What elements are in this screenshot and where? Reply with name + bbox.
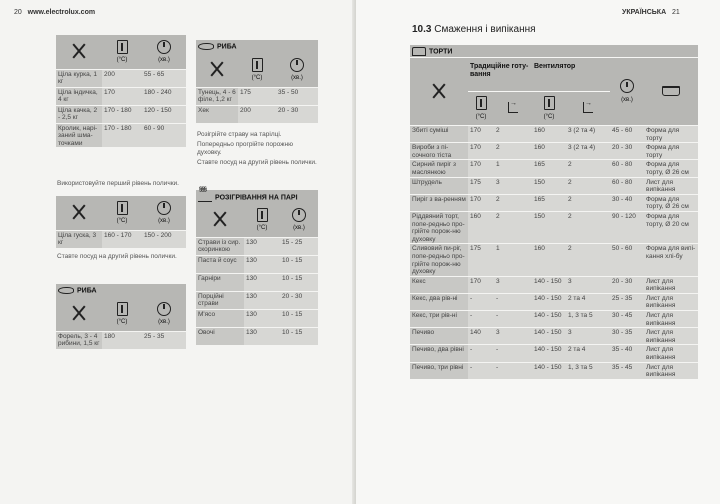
cell-dish: Ціла гуска, 3 кг (56, 230, 102, 248)
cell-time: 45 - 60 (610, 126, 644, 143)
cell-t1: 140 (468, 328, 494, 345)
poultry-table: (°C) (хв.) Ціла курка, 1 кг 200 55 - 65 Ціла індичка, 4 кг 170 180 - 240 Ціла качка, 2 - 2,5 кг 170 - 180 120 - 150 Кролик, нарі-заний шма-точками 170 - 180 60 - 90 (56, 35, 186, 147)
table-row (56, 105, 186, 123)
fish-table-title: РИБА (77, 287, 97, 295)
cell-dish_type: Форма для торту (644, 126, 698, 143)
cell-dish: Тунець, 4 - 6 філе, 1,2 кг (196, 87, 238, 105)
cell-t1: 160 (468, 211, 494, 243)
fish-table-2: РИБА (°C) (хв.) Тунець, 4 - 6 філе, 1,2 кг 175 35 - 50 Хек 200 20 - 30 (196, 40, 318, 123)
clock-icon (620, 79, 634, 93)
cell-time: 20 - 30 (276, 105, 318, 123)
cell-time: 60 - 90 (142, 123, 186, 147)
cell-temp: 170 (102, 87, 142, 105)
cell-t2: 160 (532, 143, 566, 160)
cell-time: 90 - 120 (610, 211, 644, 243)
cell-t1: 170 (468, 276, 494, 293)
table-row (196, 105, 318, 123)
cell-t1: 170 (468, 143, 494, 160)
section-number: 10.3 (412, 24, 432, 35)
thermometer-icon (257, 208, 268, 222)
cell-dish: Страви із сир. скоринкою (196, 237, 244, 255)
cell-time: 10 - 15 (280, 309, 318, 327)
cell-dish: Вироби з пі-сочного тіста (410, 143, 468, 160)
cell-dish: Печиво, три рівні (410, 362, 468, 379)
table-row (56, 331, 186, 349)
table-row (410, 160, 698, 177)
page-number: 20 (14, 9, 22, 16)
cell-l1: 2 (494, 126, 532, 143)
cell-time: 30 - 35 (610, 328, 644, 345)
cakes-table: ТОРТИ Традиційне готу-вання Вентилятор (хв.) (°C) → (°C) → Збиті суміші 170 2 160 3 (2 та 4) 45 - 60 Форма для торту Вироби з пі-сочного тіста 170 2 160 3 (2 та 4) 20 - 30 Форма для торту Сирний пиріг з маслянкою 170 1 165 2 60 - 80 Форма для торту, Ø 26 см Штрудель 175 3 150 2 60 - 80 Лист для випікання Пиріг з ва-ренням 170 2 165 2 30 - 40 Форма для торту, Ø 26 см Ріддвяний торт, попе-редньо про-грійте порож-ню духовку 160 2 150 2 90 - 120 Форма для торту, Ø 20 см Сливовий пи-ріг, попе-редньо про-грійте порож-ню духовку 175 1 160 2 50 - 60 Форма для випі-кання хлі-бу Кекс 170 3 140 - 150 3 20 - 30 Лист для випікання Кекс, два рів-ні - - 140 - 150 2 та 4 25 - 35 Лист для випікання Кекс, три рів-ні - - 140 - 150 1, 3 та 5 30 - 45 Лист для випікання Печиво 140 3 140 - 150 3 30 - 35 Лист для випікання Печиво, два рівні - - 140 - 150 2 та 4 35 - 40 Лист для випікання Печиво, три рівні - - 140 - 150 1, 3 та 5 35 - 45 Лист для випікання (410, 44, 698, 379)
fork-knife-icon (71, 42, 87, 60)
cell-t2: 140 - 150 (532, 362, 566, 379)
fish-note: Ставте посуд на другий рівень полички. (197, 159, 317, 166)
table-row (410, 244, 698, 276)
cell-dish: Пиріг з ва-ренням (410, 194, 468, 211)
thermometer-icon (117, 201, 128, 215)
cell-time: 35 - 45 (610, 362, 644, 379)
cell-temp: 180 (102, 331, 142, 349)
cell-dish: Хек (196, 105, 238, 123)
cell-dish: Кекс, три рів-ні (410, 311, 468, 328)
cell-l2: 3 (2 та 4) (566, 126, 610, 143)
cell-dish_type: Форма для торту, Ø 26 см (644, 194, 698, 211)
fork-knife-icon (209, 60, 225, 78)
cell-t1: - (468, 311, 494, 328)
cell-dish_type: Лист для випікання (644, 362, 698, 379)
cell-time: 180 - 240 (142, 87, 186, 105)
thermometer-icon (252, 58, 263, 72)
cell-t2: 160 (532, 244, 566, 276)
table-row (410, 194, 698, 211)
left-page (0, 0, 356, 504)
table-row (56, 69, 186, 87)
fork-knife-icon (212, 210, 228, 228)
steam-table-title: РОЗІГРІВАННЯ НА ПАРІ (215, 193, 298, 201)
cell-temp: 175 (238, 87, 276, 105)
cell-dish_type: Лист для випікання (644, 328, 698, 345)
fork-knife-icon (431, 82, 447, 100)
cell-t2: 150 (532, 211, 566, 243)
cell-t2: 140 - 150 (532, 311, 566, 328)
fan-cooking-header: Вентилятор (532, 58, 610, 92)
cell-temp: 160 - 170 (102, 230, 142, 248)
cell-t1: 175 (468, 244, 494, 276)
clock-icon (290, 58, 304, 72)
cell-dish: Сливовий пи-ріг, попе-редньо про-грійте порож-ню духовку (410, 244, 468, 276)
clock-icon (292, 208, 306, 222)
table-row (196, 237, 318, 255)
cell-temp: 130 (244, 255, 280, 273)
site-url: www.electrolux.com (27, 9, 96, 16)
cell-l1: - (494, 362, 532, 379)
cell-dish: Печиво, два рівні (410, 345, 468, 362)
cell-time: 25 - 35 (142, 331, 186, 349)
table-row (196, 255, 318, 273)
cell-l1: 3 (494, 276, 532, 293)
cell-t2: 165 (532, 160, 566, 177)
fish-note: Розігрійте страву на тарілці. (197, 131, 282, 138)
cell-l1: 1 (494, 244, 532, 276)
cell-dish_type: Лист для випікання (644, 293, 698, 310)
cell-dish_type: Лист для випікання (644, 276, 698, 293)
thermometer-icon (476, 96, 487, 110)
fish-icon (58, 287, 74, 294)
cell-l2: 2 (566, 244, 610, 276)
cell-dish: Ріддвяний торт, попе-редньо про-грійте порож-ню духовку (410, 211, 468, 243)
cell-l1: 3 (494, 328, 532, 345)
cell-time: 35 - 50 (276, 87, 318, 105)
shelf-level-icon (508, 102, 518, 113)
cell-t2: 160 (532, 126, 566, 143)
fish-icon (198, 43, 214, 50)
thermometer-icon (544, 96, 555, 110)
cell-t2: 165 (532, 194, 566, 211)
cell-dish: Збиті суміші (410, 126, 468, 143)
cell-dish: Штрудель (410, 177, 468, 194)
cell-time: 60 - 80 (610, 160, 644, 177)
cell-l1: 1 (494, 160, 532, 177)
left-page-header (14, 9, 95, 16)
table-row (196, 309, 318, 327)
table-row (196, 327, 318, 345)
cell-l2: 3 (566, 276, 610, 293)
table-row (410, 126, 698, 143)
clock-icon (157, 40, 171, 54)
clock-icon (157, 201, 171, 215)
cell-dish: Форель, 3 - 4 рибини, 1,5 кг (56, 331, 102, 349)
cookware-icon (662, 86, 680, 96)
cell-dish_type: Форма для торту, Ø 26 см (644, 160, 698, 177)
cell-t1: - (468, 362, 494, 379)
cell-l2: 1, 3 та 5 (566, 311, 610, 328)
cell-l2: 3 (566, 328, 610, 345)
poultry-note: Використовуйте перший рівень полички. (57, 180, 179, 187)
cell-time: 25 - 35 (610, 293, 644, 310)
fish-notes (197, 131, 317, 169)
cell-l2: 2 (566, 211, 610, 243)
cell-time: 10 - 15 (280, 273, 318, 291)
cell-t1: - (468, 293, 494, 310)
cell-t1: - (468, 345, 494, 362)
cell-dish: Кролик, нарі-заний шма-точками (56, 123, 102, 147)
cell-temp: 200 (102, 69, 142, 87)
cell-l1: 3 (494, 177, 532, 194)
cell-dish: Печиво (410, 328, 468, 345)
cell-l2: 3 (2 та 4) (566, 143, 610, 160)
table-row (196, 273, 318, 291)
cell-dish: Порційні страви (196, 291, 244, 309)
cell-dish: Ціла качка, 2 - 2,5 кг (56, 105, 102, 123)
cell-dish: Овочі (196, 327, 244, 345)
table-row (196, 291, 318, 309)
section-title (412, 24, 536, 35)
cell-dish: Сирний пиріг з маслянкою (410, 160, 468, 177)
cell-temp: 200 (238, 105, 276, 123)
cell-t1: 175 (468, 177, 494, 194)
cell-t1: 170 (468, 126, 494, 143)
cell-dish_type: Форма для торту, Ø 20 см (644, 211, 698, 243)
cell-t2: 140 - 150 (532, 293, 566, 310)
thermometer-icon (117, 302, 128, 316)
cell-dish: М'ясо (196, 309, 244, 327)
cell-l2: 1, 3 та 5 (566, 362, 610, 379)
fish-table-1: РИБА (°C) (хв.) Форель, 3 - 4 рибини, 1,5 кг 180 25 - 35 (56, 284, 186, 349)
table-row (410, 143, 698, 160)
cell-t2: 140 - 150 (532, 345, 566, 362)
table-row (196, 87, 318, 105)
cake-icon (412, 47, 426, 56)
cell-l1: - (494, 293, 532, 310)
cell-time: 30 - 40 (610, 194, 644, 211)
table-row (410, 328, 698, 345)
cell-time: 35 - 40 (610, 345, 644, 362)
steam-icon (198, 193, 212, 202)
cell-time: 20 - 30 (280, 291, 318, 309)
table-row (410, 276, 698, 293)
cell-l1: 2 (494, 194, 532, 211)
cell-dish: Гарніри (196, 273, 244, 291)
cell-dish_type: Форма для випі-кання хлі-бу (644, 244, 698, 276)
cell-l2: 2 та 4 (566, 293, 610, 310)
fork-knife-icon (71, 203, 87, 221)
cell-temp: 130 (244, 327, 280, 345)
table-row (410, 362, 698, 379)
cell-l1: 2 (494, 143, 532, 160)
cell-time: 55 - 65 (142, 69, 186, 87)
cell-temp: 130 (244, 273, 280, 291)
cell-l1: 2 (494, 211, 532, 243)
cell-time: 150 - 200 (142, 230, 186, 248)
cell-time: 50 - 60 (610, 244, 644, 276)
table-row (410, 345, 698, 362)
cell-dish_type: Лист для випікання (644, 177, 698, 194)
table-row (56, 87, 186, 105)
cell-temp: 170 - 180 (102, 123, 142, 147)
cell-dish_type: Форма для торту (644, 143, 698, 160)
cakes-table-title: ТОРТИ (429, 48, 453, 56)
fish-note: Попередньо прогрійте порожню духовку. (197, 141, 293, 156)
cell-dish: Ціла курка, 1 кг (56, 69, 102, 87)
cell-time: 60 - 80 (610, 177, 644, 194)
cell-time: 20 - 30 (610, 143, 644, 160)
cell-time: 10 - 15 (280, 327, 318, 345)
table-row (56, 123, 186, 147)
cell-t2: 140 - 150 (532, 328, 566, 345)
cell-time: 10 - 15 (280, 255, 318, 273)
page-number: 21 (671, 9, 680, 16)
cell-dish_type: Лист для випікання (644, 345, 698, 362)
cell-temp: 130 (244, 237, 280, 255)
cell-time: 20 - 30 (610, 276, 644, 293)
cell-l1: - (494, 345, 532, 362)
cell-temp: 170 - 180 (102, 105, 142, 123)
cell-l2: 2 (566, 177, 610, 194)
cell-time: 120 - 150 (142, 105, 186, 123)
cell-t1: 170 (468, 194, 494, 211)
fork-knife-icon (71, 304, 87, 322)
table-row (410, 293, 698, 310)
cell-temp: 130 (244, 291, 280, 309)
steam-table: §§§РОЗІГРІВАННЯ НА ПАРІ (°C) (хв.) Страви із сир. скоринкою 130 15 - 25 Паста й соус 130 10 - 15 Гарніри 130 10 - 15 Порційні страви 130 20 - 30 М'ясо 130 10 - 15 Овочі 130 10 - 15 (196, 190, 318, 345)
table-row (410, 177, 698, 194)
cell-dish: Паста й соус (196, 255, 244, 273)
table-row (56, 230, 186, 248)
cell-t1: 170 (468, 160, 494, 177)
cell-time: 15 - 25 (280, 237, 318, 255)
right-page-header (622, 9, 680, 16)
cell-dish: Кекс, два рів-ні (410, 293, 468, 310)
cell-l2: 2 (566, 160, 610, 177)
page-language: УКРАЇНСЬКА (622, 9, 667, 16)
cell-t2: 140 - 150 (532, 276, 566, 293)
cell-l2: 2 та 4 (566, 345, 610, 362)
cell-time: 30 - 45 (610, 311, 644, 328)
goose-note: Ставте посуд на другий рівень полички. (57, 253, 177, 260)
fish-table-title: РИБА (217, 43, 237, 51)
cell-t2: 150 (532, 177, 566, 194)
shelf-level-icon (583, 102, 593, 113)
traditional-cooking-header: Традиційне готу-вання (468, 58, 532, 92)
cell-temp: 130 (244, 309, 280, 327)
cell-dish_type: Лист для випікання (644, 311, 698, 328)
table-row (410, 311, 698, 328)
cell-dish: Ціла індичка, 4 кг (56, 87, 102, 105)
section-name: Смаження і випікання (434, 24, 536, 35)
goose-table: (°C) (хв.) Ціла гуска, 3 кг 160 - 170 150 - 200 (56, 196, 186, 248)
clock-icon (157, 302, 171, 316)
cell-dish: Кекс (410, 276, 468, 293)
cell-l1: - (494, 311, 532, 328)
table-row (410, 211, 698, 243)
thermometer-icon (117, 40, 128, 54)
cell-l2: 2 (566, 194, 610, 211)
